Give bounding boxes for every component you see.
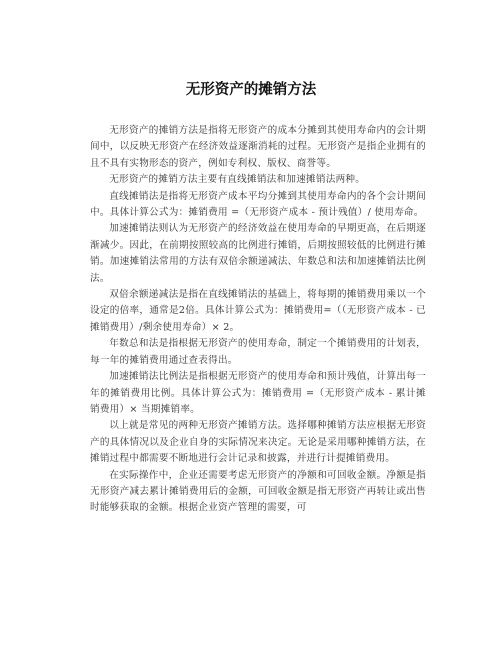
paragraph: 以上就是常见的两种无形资产摊销方法。选择哪种摊销方法应根据无形资产的具体情况以及企业自身的实际情况来决定。无论是采用哪种摊销方法，在摊销过程中都需要不断地进行会计记录和披露，并进行计提摊销费用。 <box>90 420 426 465</box>
paragraph: 加速摊销法比例法是指根据无形资产的使用寿命和预计残值，计算出每一年的摊销费用比例。具体计算公式为：摊销费用 =（无形资产成本 - 累计摊销费用）× 当期摊销率。 <box>90 371 426 415</box>
paragraph: 直线摊销法是指将无形资产成本平均分摊到其使用寿命内的各个会计期间中。具体计算公式为：摊销费用 =（无形资产成本 - 预计残值）/ 使用寿命。 <box>90 190 426 219</box>
paragraph: 无形资产的摊销方法是指将无形资产的成本分摊到其使用寿命内的会计期间中，以反映无形资产在经济效益逐渐消耗的过程。无形资产是指企业拥有的且不具有实物形态的资产，例如专利权、版权、商誉等。 <box>90 125 426 169</box>
paragraph: 加速摊销法则认为无形资产的经济效益在使用寿命的早期更高，在后期逐渐减少。因此，在前期按照较高的比例进行摊销，后期按照较低的比例进行摊销。加速摊销法常用的方法有双倍余额递减法、年数总和法和加速摊销法比例法。 <box>90 223 426 284</box>
paragraph: 年数总和法是指根据无形资产的使用寿命，制定一个摊销费用的计划表，每一年的摊销费用通过查表得出。 <box>90 338 426 366</box>
paragraph: 无形资产的摊销方法主要有直线摊销法和加速摊销法两种。 <box>109 174 366 186</box>
document-title: 无形资产的摊销方法 <box>185 82 317 98</box>
paragraph: 双倍余额递减法是指在直线摊销法的基础上，将每期的摊销费用乘以一个设定的倍率，通常是2倍。具体计算公式为：摊销费用=（（无形资产成本 - 已摊销费用）/剩余使用寿命）× 2。 <box>90 289 426 333</box>
document-body <box>90 123 426 517</box>
paragraph: 在实际操作中，企业还需要考虑无形资产的净额和可回收金额。净额是指无形资产减去累计摊销费用后的金额，可回收金额是指无形资产再转让或出售时能够获取的金额。根据企业资产管理的需要，可 <box>90 469 426 514</box>
